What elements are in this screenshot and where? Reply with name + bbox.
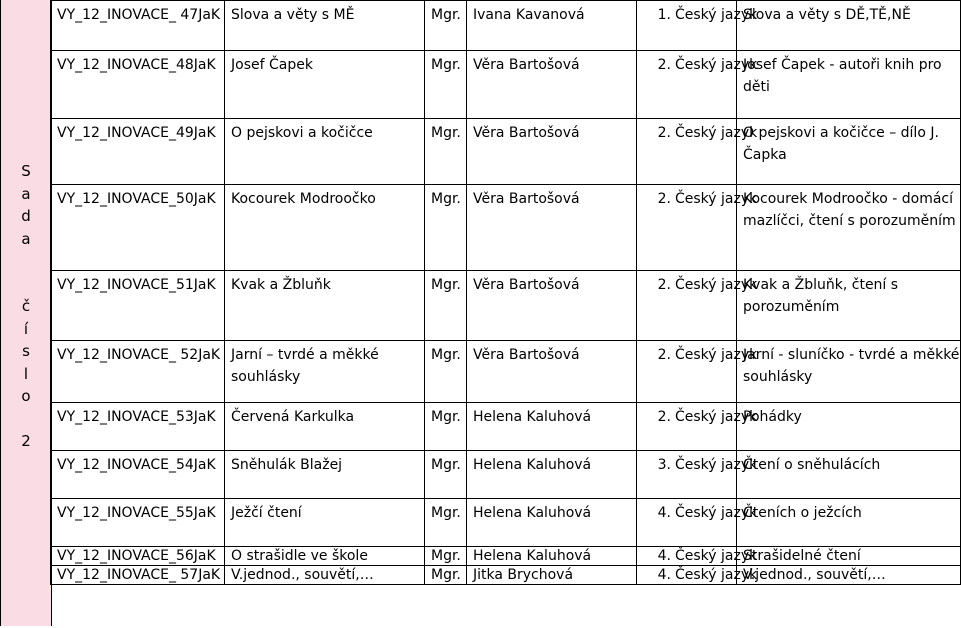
side-letter: S bbox=[21, 162, 31, 180]
title-text: V.jednod., souvětí,… bbox=[231, 567, 374, 583]
title-cell bbox=[225, 451, 425, 499]
grade-subject-cell bbox=[637, 341, 758, 403]
author-text: Helena Kaluhová bbox=[473, 409, 592, 425]
table-row bbox=[51, 499, 961, 547]
materials-table bbox=[50, 0, 961, 585]
side-letter: 2 bbox=[21, 431, 31, 450]
code-text: VY_12_INOVACE_48JaK bbox=[57, 57, 216, 73]
title-cell bbox=[225, 119, 425, 185]
grade-text: 1. bbox=[657, 7, 671, 23]
title-cell bbox=[225, 185, 425, 271]
side-letter: l bbox=[23, 364, 29, 383]
author-cell bbox=[467, 119, 637, 185]
code-cell bbox=[51, 403, 225, 451]
topic-cell bbox=[737, 547, 961, 566]
author-text: Věra Bartošová bbox=[473, 125, 580, 141]
degree-text: Mgr. bbox=[431, 347, 461, 363]
topic-text: Strašidelné čtení bbox=[743, 548, 861, 564]
code-text: VY_12_INOVACE_55JaK bbox=[57, 505, 216, 521]
grade-text: 2. bbox=[657, 57, 671, 73]
subject-text: Český jazyk bbox=[675, 457, 758, 473]
degree-text: Mgr. bbox=[431, 125, 461, 141]
table-row bbox=[51, 566, 961, 585]
grade-text: 2. bbox=[657, 277, 671, 293]
title-text: O pejskovi a kočičce bbox=[231, 125, 373, 141]
author-cell bbox=[467, 271, 637, 341]
table-row bbox=[51, 403, 961, 451]
table-row bbox=[51, 271, 961, 341]
grade-text: 3. bbox=[657, 457, 671, 473]
author-text: Věra Bartošová bbox=[473, 347, 580, 363]
topic-cell bbox=[737, 566, 961, 585]
author-cell bbox=[467, 1, 637, 51]
author-text: Věra Bartošová bbox=[473, 277, 580, 293]
grade-text: 2. bbox=[657, 409, 671, 425]
side-label-column bbox=[0, 0, 52, 626]
title-text: Kvak a Žbluňk bbox=[231, 277, 331, 293]
grade-subject-cell bbox=[637, 185, 758, 271]
code-cell bbox=[51, 566, 225, 585]
author-cell bbox=[467, 547, 637, 566]
degree-text: Mgr. bbox=[431, 567, 461, 583]
topic-text: Kocourek Modroočko - domácí mazlíčci, čtení s porozuměním bbox=[743, 191, 956, 229]
code-cell bbox=[51, 341, 225, 403]
degree-text: Mgr. bbox=[431, 548, 461, 564]
author-cell bbox=[467, 499, 637, 547]
grade-text: 4. bbox=[657, 505, 671, 521]
table-row bbox=[51, 547, 961, 566]
grade-text: 2. bbox=[657, 125, 671, 141]
topic-text: Josef Čapek - autoři knih pro děti bbox=[743, 57, 942, 95]
degree-cell bbox=[425, 119, 467, 185]
title-cell bbox=[225, 566, 425, 585]
code-text: VY_12_INOVACE_50JaK bbox=[57, 191, 216, 207]
degree-cell bbox=[425, 451, 467, 499]
subject-text: Český jazyk bbox=[675, 191, 758, 207]
code-text: VY_12_INOVACE_56JaK bbox=[57, 548, 216, 564]
code-cell bbox=[51, 499, 225, 547]
title-text: Ježčí čtení bbox=[231, 505, 302, 521]
grade-subject-cell bbox=[637, 547, 758, 566]
author-cell bbox=[467, 403, 637, 451]
degree-cell bbox=[425, 185, 467, 271]
topic-cell bbox=[737, 499, 961, 547]
topic-cell bbox=[737, 403, 961, 451]
degree-cell bbox=[425, 547, 467, 566]
title-cell bbox=[225, 547, 425, 566]
code-text: VY_12_INOVACE_51JaK bbox=[57, 277, 216, 293]
title-cell bbox=[225, 403, 425, 451]
title-cell bbox=[225, 51, 425, 119]
author-text: Věra Bartošová bbox=[473, 57, 580, 73]
subject-text: Český jazyk bbox=[675, 125, 758, 141]
degree-text: Mgr. bbox=[431, 457, 461, 473]
topic-cell bbox=[737, 1, 961, 51]
grade-text: 2. bbox=[657, 347, 671, 363]
code-cell bbox=[51, 547, 225, 566]
grade-subject-cell bbox=[637, 1, 758, 51]
degree-cell bbox=[425, 403, 467, 451]
grade-subject-cell bbox=[637, 566, 758, 585]
grade-subject-cell bbox=[637, 51, 758, 119]
grade-subject-cell bbox=[637, 119, 758, 185]
subject-text: Český jazyk bbox=[675, 347, 758, 363]
subject-text: Český jazyk bbox=[675, 7, 758, 23]
author-text: Helena Kaluhová bbox=[473, 548, 592, 564]
table-row bbox=[51, 341, 961, 403]
side-label-letters bbox=[1, 160, 51, 452]
title-text: O strašidle ve škole bbox=[231, 548, 368, 564]
author-cell bbox=[467, 51, 637, 119]
topic-cell bbox=[737, 271, 961, 341]
topic-text: Čtení o sněhulácích bbox=[743, 457, 881, 473]
side-letter: o bbox=[21, 387, 31, 405]
topic-cell bbox=[737, 119, 961, 185]
title-cell bbox=[225, 1, 425, 51]
side-letter: a bbox=[21, 184, 31, 203]
degree-cell bbox=[425, 499, 467, 547]
table-row bbox=[51, 119, 961, 185]
title-cell bbox=[225, 499, 425, 547]
topic-text: Kvak a Žbluňk, čtení s porozuměním bbox=[743, 277, 899, 315]
degree-cell bbox=[425, 341, 467, 403]
degree-cell bbox=[425, 1, 467, 51]
title-text: Slova a věty s MĚ bbox=[231, 7, 355, 23]
degree-text: Mgr. bbox=[431, 7, 461, 23]
title-cell bbox=[225, 271, 425, 341]
table-row bbox=[51, 1, 961, 51]
topic-cell bbox=[737, 451, 961, 499]
author-cell bbox=[467, 185, 637, 271]
side-letter: d bbox=[21, 207, 31, 225]
code-text: VY_12_INOVACE_ 57JaK bbox=[57, 567, 221, 583]
degree-cell bbox=[425, 271, 467, 341]
title-cell bbox=[225, 341, 425, 403]
title-text: Kocourek Modroočko bbox=[231, 191, 376, 207]
side-letter: č bbox=[21, 297, 31, 315]
grade-subject-cell bbox=[637, 271, 758, 341]
code-text: VY_12_INOVACE_49JaK bbox=[57, 125, 216, 141]
topic-cell bbox=[737, 341, 961, 403]
topic-text: Slova a věty s DĚ,TĚ,NĚ bbox=[743, 7, 911, 23]
subject-text: Český jazyk bbox=[675, 277, 758, 293]
author-text: Ivana Kavanová bbox=[473, 7, 585, 23]
subject-text: Český jazyk bbox=[675, 409, 758, 425]
code-text: VY_12_INOVACE_ 52JaK bbox=[57, 347, 221, 363]
author-text: Helena Kaluhová bbox=[473, 505, 592, 521]
topic-cell bbox=[737, 185, 961, 271]
code-text: VY_12_INOVACE_53JaK bbox=[57, 409, 216, 425]
topic-text: Jarní - sluníčko - tvrdé a měkké souhlásky bbox=[743, 347, 960, 385]
author-cell bbox=[467, 566, 637, 585]
degree-text: Mgr. bbox=[431, 57, 461, 73]
topic-text: Čteních o ježcích bbox=[743, 505, 862, 521]
grade-subject-cell bbox=[637, 403, 758, 451]
code-cell bbox=[51, 51, 225, 119]
degree-text: Mgr. bbox=[431, 409, 461, 425]
side-letter: a bbox=[21, 229, 31, 248]
code-cell bbox=[51, 185, 225, 271]
materials-table-body bbox=[51, 1, 961, 585]
topic-text: Pohádky bbox=[743, 409, 802, 425]
code-cell bbox=[51, 271, 225, 341]
author-text: Helena Kaluhová bbox=[473, 457, 592, 473]
title-text: Jarní – tvrdé a měkké souhlásky bbox=[231, 347, 379, 385]
title-text: Josef Čapek bbox=[231, 57, 313, 73]
topic-cell bbox=[737, 51, 961, 119]
grade-text: 4. bbox=[657, 548, 671, 564]
code-cell bbox=[51, 451, 225, 499]
title-text: Červená Karkulka bbox=[231, 409, 355, 425]
side-letter: s bbox=[22, 342, 30, 360]
degree-text: Mgr. bbox=[431, 191, 461, 207]
table-row bbox=[51, 185, 961, 271]
title-text: Sněhulák Blažej bbox=[231, 457, 343, 473]
degree-text: Mgr. bbox=[431, 505, 461, 521]
code-text: VY_12_INOVACE_ 47JaK bbox=[57, 7, 221, 23]
subject-text: Český jazyk bbox=[675, 505, 758, 521]
author-text: Věra Bartošová bbox=[473, 191, 580, 207]
topic-text: O pejskovi a kočičce – dílo J. Čapka bbox=[743, 125, 939, 163]
degree-text: Mgr. bbox=[431, 277, 461, 293]
table-row bbox=[51, 451, 961, 499]
grade-text: 2. bbox=[657, 191, 671, 207]
table-row bbox=[51, 51, 961, 119]
grade-text: 4. bbox=[657, 567, 671, 583]
author-cell bbox=[467, 451, 637, 499]
topic-text: V.jednod., souvětí,… bbox=[743, 567, 886, 583]
degree-cell bbox=[425, 51, 467, 119]
author-text: Jitka Brychová bbox=[473, 567, 574, 583]
subject-text: Český jazyk bbox=[675, 548, 758, 564]
degree-cell bbox=[425, 566, 467, 585]
side-letter: í bbox=[23, 319, 29, 338]
grade-subject-cell bbox=[637, 451, 758, 499]
code-cell bbox=[51, 1, 225, 51]
grade-subject-cell bbox=[637, 499, 758, 547]
author-cell bbox=[467, 341, 637, 403]
subject-text: Český jazyk bbox=[675, 567, 758, 583]
code-cell bbox=[51, 119, 225, 185]
subject-text: Český jazyk bbox=[675, 57, 758, 73]
code-text: VY_12_INOVACE_54JaK bbox=[57, 457, 216, 473]
